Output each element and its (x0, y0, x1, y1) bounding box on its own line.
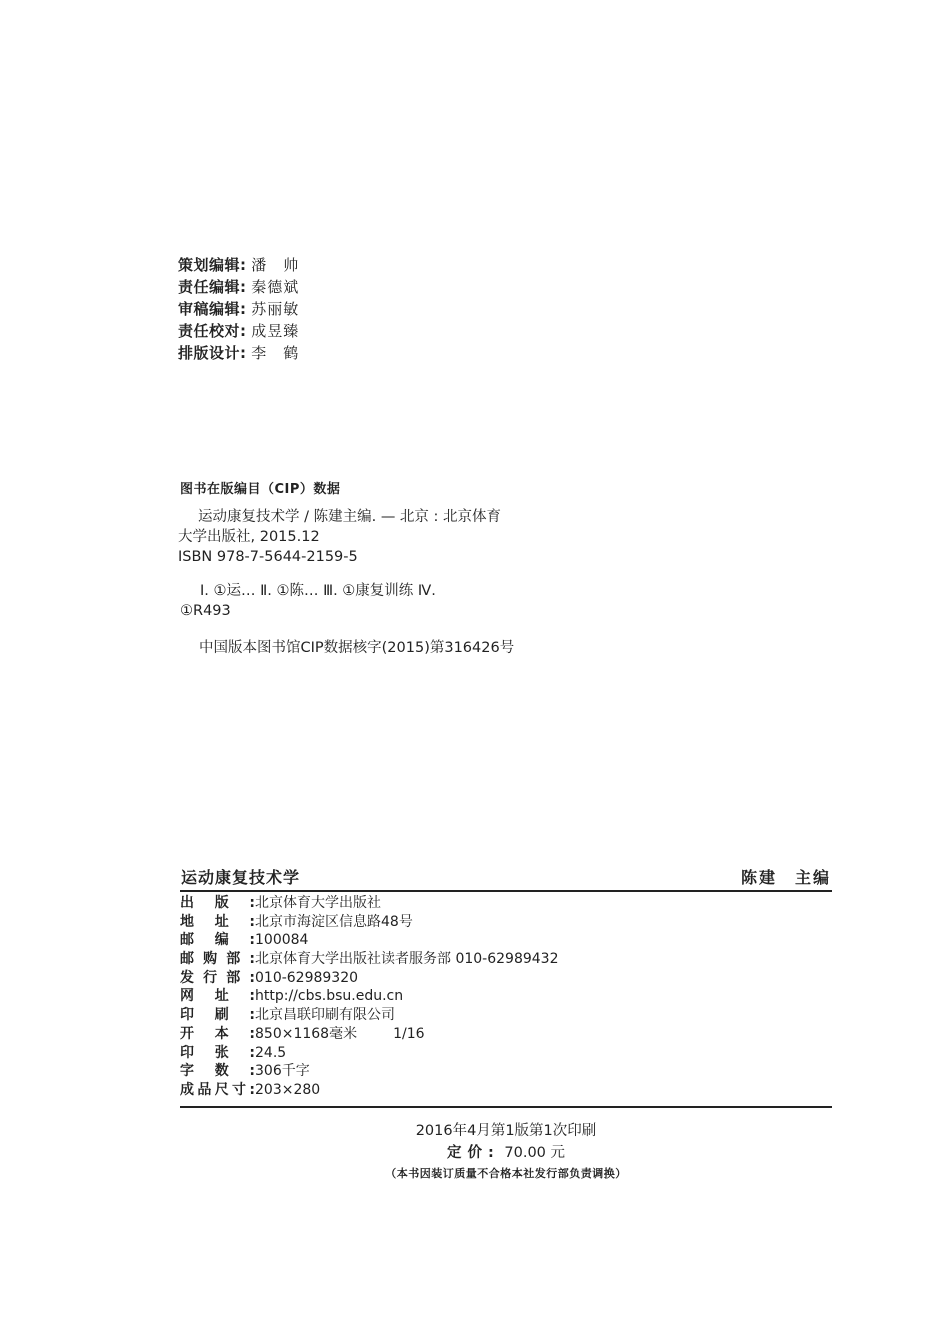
cip-line: 运动康复技术学 / 陈建主编. — 北京 : 北京体育 (198, 509, 502, 525)
imprint-key: 邮编: (180, 932, 255, 949)
imprint-row (180, 894, 558, 913)
editor-row (178, 320, 299, 342)
imprint-key: 印刷: (180, 1007, 255, 1024)
divider-top (180, 890, 832, 892)
imprint-key: 开本: (180, 1025, 255, 1042)
imprint-value: 306千字 (255, 1063, 310, 1080)
editor-name: 秦德斌 (251, 278, 300, 296)
imprint-row (180, 969, 558, 988)
imprint-value: 100084 (255, 932, 309, 949)
editor-role: 审稿编辑: (178, 300, 247, 318)
book-title: 运动康复技术学 (181, 868, 301, 887)
imprint-key: 字数: (180, 1063, 255, 1080)
cip-class-line: ①R493 (180, 603, 231, 619)
imprint-key: 网址: (180, 988, 255, 1005)
imprint-header (181, 865, 831, 887)
price-line (180, 1142, 832, 1164)
editor-name: 成昱臻 (251, 322, 300, 340)
cip-record (178, 507, 502, 567)
imprint-row (180, 1062, 558, 1081)
editor-name: 李 鹤 (251, 344, 300, 362)
imprint-row (180, 950, 558, 969)
cip-line: 大学出版社, 2015.12 (178, 529, 320, 545)
imprint-value: 北京体育大学出版社读者服务部 010-62989432 (255, 951, 559, 968)
divider-bottom (180, 1106, 832, 1108)
edition-line: 2016年4月第1版第1次印刷 (415, 1123, 597, 1139)
editor-role: 责任校对: (178, 322, 247, 340)
editor-row (178, 254, 299, 276)
editor-role: 责任编辑: (178, 278, 247, 296)
imprint-value: 北京市海淀区信息路48号 (255, 913, 413, 930)
imprint-value: 24.5 (255, 1044, 287, 1061)
imprint-key: 成品尺寸: (180, 1081, 255, 1098)
imprint-format: 1/16 (393, 1025, 425, 1042)
imprint-row (180, 1025, 558, 1044)
editor-name: 苏丽敏 (251, 300, 300, 318)
imprint-row (180, 987, 558, 1006)
print-info (180, 1120, 832, 1184)
editor-credits (178, 254, 299, 364)
imprint-value: 850×1168毫米 (255, 1025, 358, 1042)
editor-role: 排版设计: (178, 344, 247, 362)
quality-guarantee: （本书因装订质量不合格本社发行部负责调换） (385, 1167, 627, 1180)
editor-name: 潘 帅 (251, 256, 300, 274)
imprint-row (180, 1081, 558, 1100)
imprint-value: 北京昌联印刷有限公司 (255, 1007, 395, 1024)
cip-classification (180, 581, 436, 621)
imprint-key: 出版: (180, 895, 255, 911)
cip-notice: 中国版本图书馆CIP数据核字(2015)第316426号 (199, 640, 515, 656)
imprint-key: 邮购部: (180, 951, 255, 968)
imprint-key: 地址: (180, 913, 255, 930)
price-label: 定价: (446, 1145, 500, 1161)
editor-row (178, 276, 299, 298)
cip-isbn: ISBN 978-7-5644-2159-5 (178, 549, 358, 565)
imprint-row (180, 931, 558, 950)
editor-role: 策划编辑: (178, 256, 247, 274)
price-value: 70.00 元 (504, 1145, 566, 1161)
imprint-value: http://cbs.bsu.edu.cn (255, 988, 404, 1005)
imprint-row (180, 913, 558, 932)
cip-class-line: Ⅰ. ①运… Ⅱ. ①陈… Ⅲ. ①康复训练 Ⅳ. (200, 583, 436, 599)
imprint-value: 203×280 (255, 1081, 321, 1098)
chief-editor: 陈建 主编 (740, 868, 831, 887)
editor-row (178, 342, 299, 364)
imprint-value: 北京体育大学出版社 (255, 895, 381, 911)
imprint-value: 010-62989320 (255, 969, 359, 986)
imprint-row (180, 1006, 558, 1025)
editor-row (178, 298, 299, 320)
imprint-key: 印张: (180, 1044, 255, 1061)
cip-heading: 图书在版编目（CIP）数据 (180, 482, 341, 497)
imprint-row (180, 1044, 558, 1063)
imprint-details (180, 894, 558, 1100)
imprint-key: 发行部: (180, 969, 255, 986)
